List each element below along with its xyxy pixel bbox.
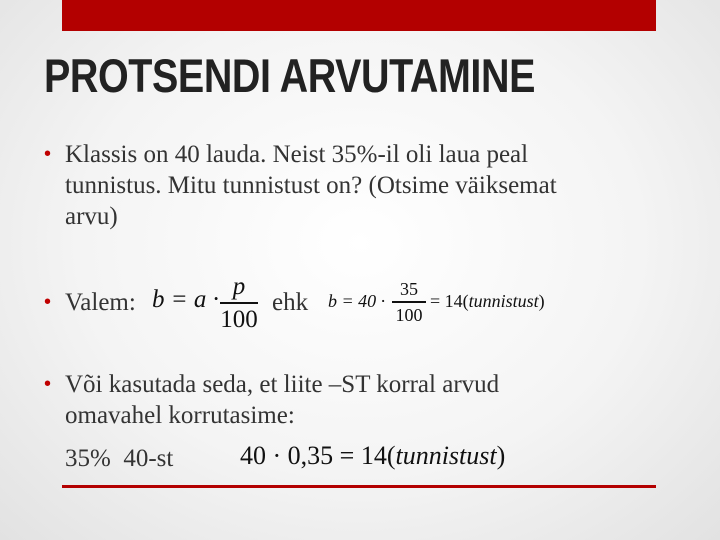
formula-unit: tunnistust (468, 291, 539, 311)
fraction-bar (392, 301, 426, 303)
formula-lhs: b = a · (152, 286, 219, 313)
formula-rhs (430, 291, 545, 312)
formula-equals: = 14( (430, 291, 469, 311)
text-line: Klassis on 40 lauda. Neist 35%-il oli laua peal (65, 141, 529, 168)
example-expression: 40 · 0,35 = 14( (240, 441, 396, 470)
fraction-bar (220, 302, 258, 304)
connector-text: ehk (272, 289, 309, 316)
example-label: 35% 40-st (65, 445, 174, 472)
text-line: tunnistus. Mitu tunnistust on? (Otsime väiksemat (65, 172, 557, 199)
slide-title: PROTSENDI ARVUTAMINE (44, 49, 535, 102)
example-unit: tunnistust (395, 441, 497, 470)
fraction (220, 274, 258, 332)
fraction-numerator: 35 (400, 279, 418, 299)
fraction-numerator: p (232, 273, 246, 300)
bottom-accent-line (62, 485, 656, 488)
formula-close: ) (538, 291, 545, 311)
formula-lhs: b = 40 · (328, 291, 386, 311)
bullet-text-3 (65, 369, 499, 431)
bullet-marker: • (44, 143, 52, 165)
bullet-marker: • (44, 291, 52, 313)
valem-label: Valem: (65, 289, 136, 316)
example-formula (240, 441, 505, 471)
text-line: arvu) (65, 203, 118, 230)
bullet-marker: • (44, 373, 52, 395)
top-accent-bar (62, 0, 656, 31)
bullet-text-1 (65, 139, 557, 232)
text-line: Või kasutada seda, et liite –ST korral arvud (65, 371, 500, 398)
fraction-denominator: 100 (220, 305, 258, 333)
example-close: ) (496, 441, 506, 470)
fraction (392, 280, 426, 324)
fraction-denominator: 100 (395, 304, 423, 325)
text-line: omavahel korrutasime: (65, 402, 295, 429)
